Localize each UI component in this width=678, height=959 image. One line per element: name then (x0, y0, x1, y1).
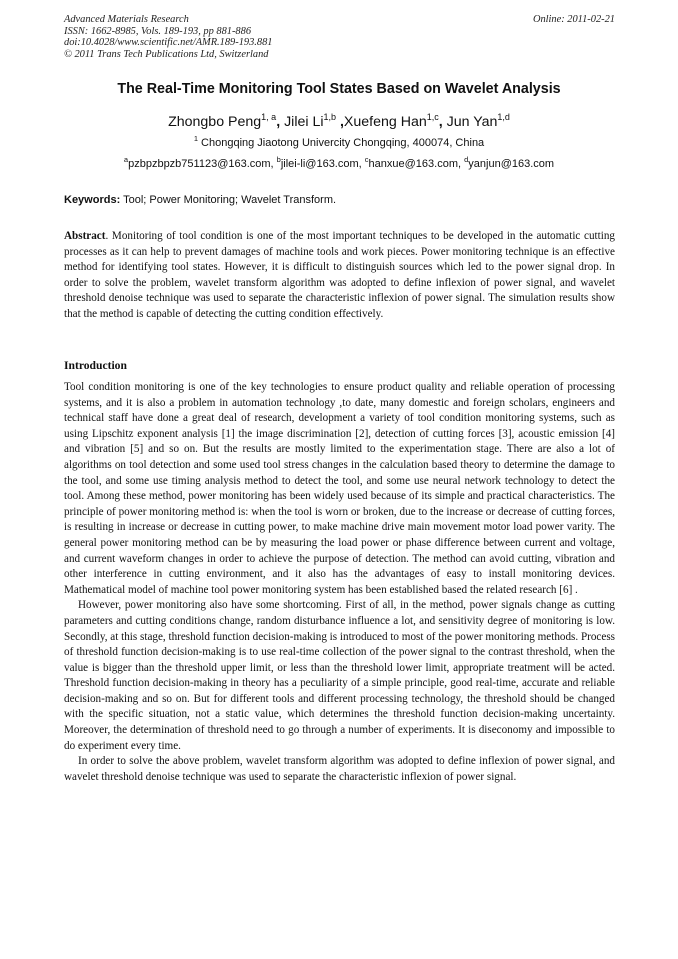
email-mark: d (464, 155, 469, 164)
journal-header (64, 14, 615, 60)
keywords (64, 193, 615, 207)
email-link[interactable]: hanxue@163.com (368, 158, 458, 170)
author-affiliation-mark: 1,b (323, 112, 337, 122)
email-link[interactable]: pzbpzbpzb751123@163.com (128, 158, 271, 170)
email-link[interactable]: jilei-li@163.com (280, 158, 359, 170)
abstract (64, 229, 615, 323)
paragraph: Tool condition monitoring is one of the key technologies to ensure product quality and reliable operation of processing systems, and it is also a problem in automation technology ,to date, many domestic and foreign scholars, engineers and technical staff have done a great deal of research, development a variety of tool condition monitoring systems, such as using Lipschitz exponent analysis [1] the image discrimination [2], detection of cutting forces [3], acoustic emission [4] and vibration [5] and so on. But the results are mostly limited to the experimentation stage. There are also a lot of algorithms on tool detection and some used tool stress changes in the calculation based theory to determine the damage to the tool, and some use timing analysis method to detect the tool, and some use neural network technology to detect the tool. Among these method, power monitoring has been widely used because of its simple and practical characteristics. The principle of power monitoring method is: when the tool is worn or broken, due to the increase or decrease of cutting forces, is resulting in increase or decrease in cutting power, to make machine drive main movement motor load power varity. The general power monitoring method can be by measuring the load power or phase difference between current and voltage, and current waveform changes in order to achieve the purpose of detection. The method can avoid cutting, vibration and other interference in cutting environment, and it also has the advantages of easy to install monitoring devices. Mathematical model of machine tool power monitoring system has been established based the related research [6] . (64, 381, 615, 596)
journal-name: Advanced Materials Research (64, 14, 189, 25)
affiliation (40, 136, 638, 150)
online-date: Online: 2011-02-21 (532, 14, 615, 25)
section-heading: Introduction (64, 359, 127, 372)
email-mark: a (123, 155, 129, 164)
section-body (64, 380, 615, 785)
affiliation-text: Chongqing Jiaotong Univercity Chongqing, 400074, China (197, 137, 485, 149)
author-affiliation-mark: 1,d (497, 112, 510, 122)
abstract-text: . Monitoring of tool condition is one of the most important techniques to be developed in the automatic cutting processes as it can help to prevent damages of machine tools and work pieces. Power monitoring technique is an effective method for identifying tool states. However, it is difficult to distinguish sources which led to the power signal drop. In order to solve the problem, wavelet transform algorithm was adopted to define inflexion of power signal, and wavelet threshold denoise technique was used to separate the characteristic inflexion of power signal. The simulation results show that the method is capable of detecting the cutting condition effectively. (64, 230, 615, 320)
paragraph: However, power monitoring also have some shortcoming. First of all, in the method, power signals change as cutting parameters and cutting conditions change, random disturbance influence a lot, and sensitivity degree of monitoring is low. Secondly, at this stage, threshold function decision-making is introduced to most of the power monitoring methods. Process of threshold function decision-making is to use real-time collection of the power signal to the contrast threshold, when the value is bigger than the threshold upper limit, or less than the threshold lower limit, appropriate treatment will be acted. Threshold function decision-making in theory has a peculiarity of a simple principle, good real-time, accurate and reliable decision-making and so on. But for different tools and different processing technology, the threshold should be changed with the specific situation, not a static value, which determines the threshold function decision-making uncertainty. Moreover, the determination of threshold need to go through a number of experiments. It is diseconomy and impossible to do experiment every time. (64, 599, 615, 752)
email-mark: b (276, 155, 281, 164)
author-affiliation-mark: 1, a (261, 112, 277, 122)
doi-line: doi:10.4028/www.scientific.net/AMR.189-193.881 (64, 37, 273, 49)
email-link[interactable]: yanjun@163.com (468, 158, 555, 170)
author-name: Zhongbo Peng (168, 114, 262, 130)
affiliation-mark: 1 (193, 134, 198, 143)
author-list: Zhongbo Peng$^{1, a}$, Jilei Li$^{1,b}$ ,Xuefeng Han$^{1,c}$, Jun Yan$^{1,d}$ (168, 112, 510, 130)
issn-line: ISSN: 1662-8985, Vols. 189-193, pp 881-886 (64, 25, 252, 37)
copyright-line: © 2011 Trans Tech Publications Ltd, Switzerland (64, 48, 269, 60)
author-name: Jun Yan (446, 114, 498, 130)
email-list: $^a$pzbpzbpzb751123@163.com, $^b$jilei-li@163.com, $^c$hanxue@163.com, $^d$yanjun@163.com (123, 155, 555, 170)
abstract-label: Abstract (64, 230, 106, 242)
author-affiliation-mark: 1,c (426, 112, 439, 122)
keywords-label: Keywords: (64, 194, 121, 206)
email-mark: c (364, 155, 369, 164)
author-name: Jilei Li (284, 114, 324, 130)
author-name: Xuefeng Han (343, 114, 427, 130)
keywords-text: Tool; Power Monitoring; Wavelet Transform. (120, 194, 337, 206)
paragraph: In order to solve the above problem, wavelet transform algorithm was adopted to define inflexion of power signal, and wavelet threshold denoise technique was used to separate the characteristic inflexion of power signal. (64, 755, 615, 783)
paper-title: The Real-Time Monitoring Tool States Based on Wavelet Analysis (117, 81, 561, 97)
